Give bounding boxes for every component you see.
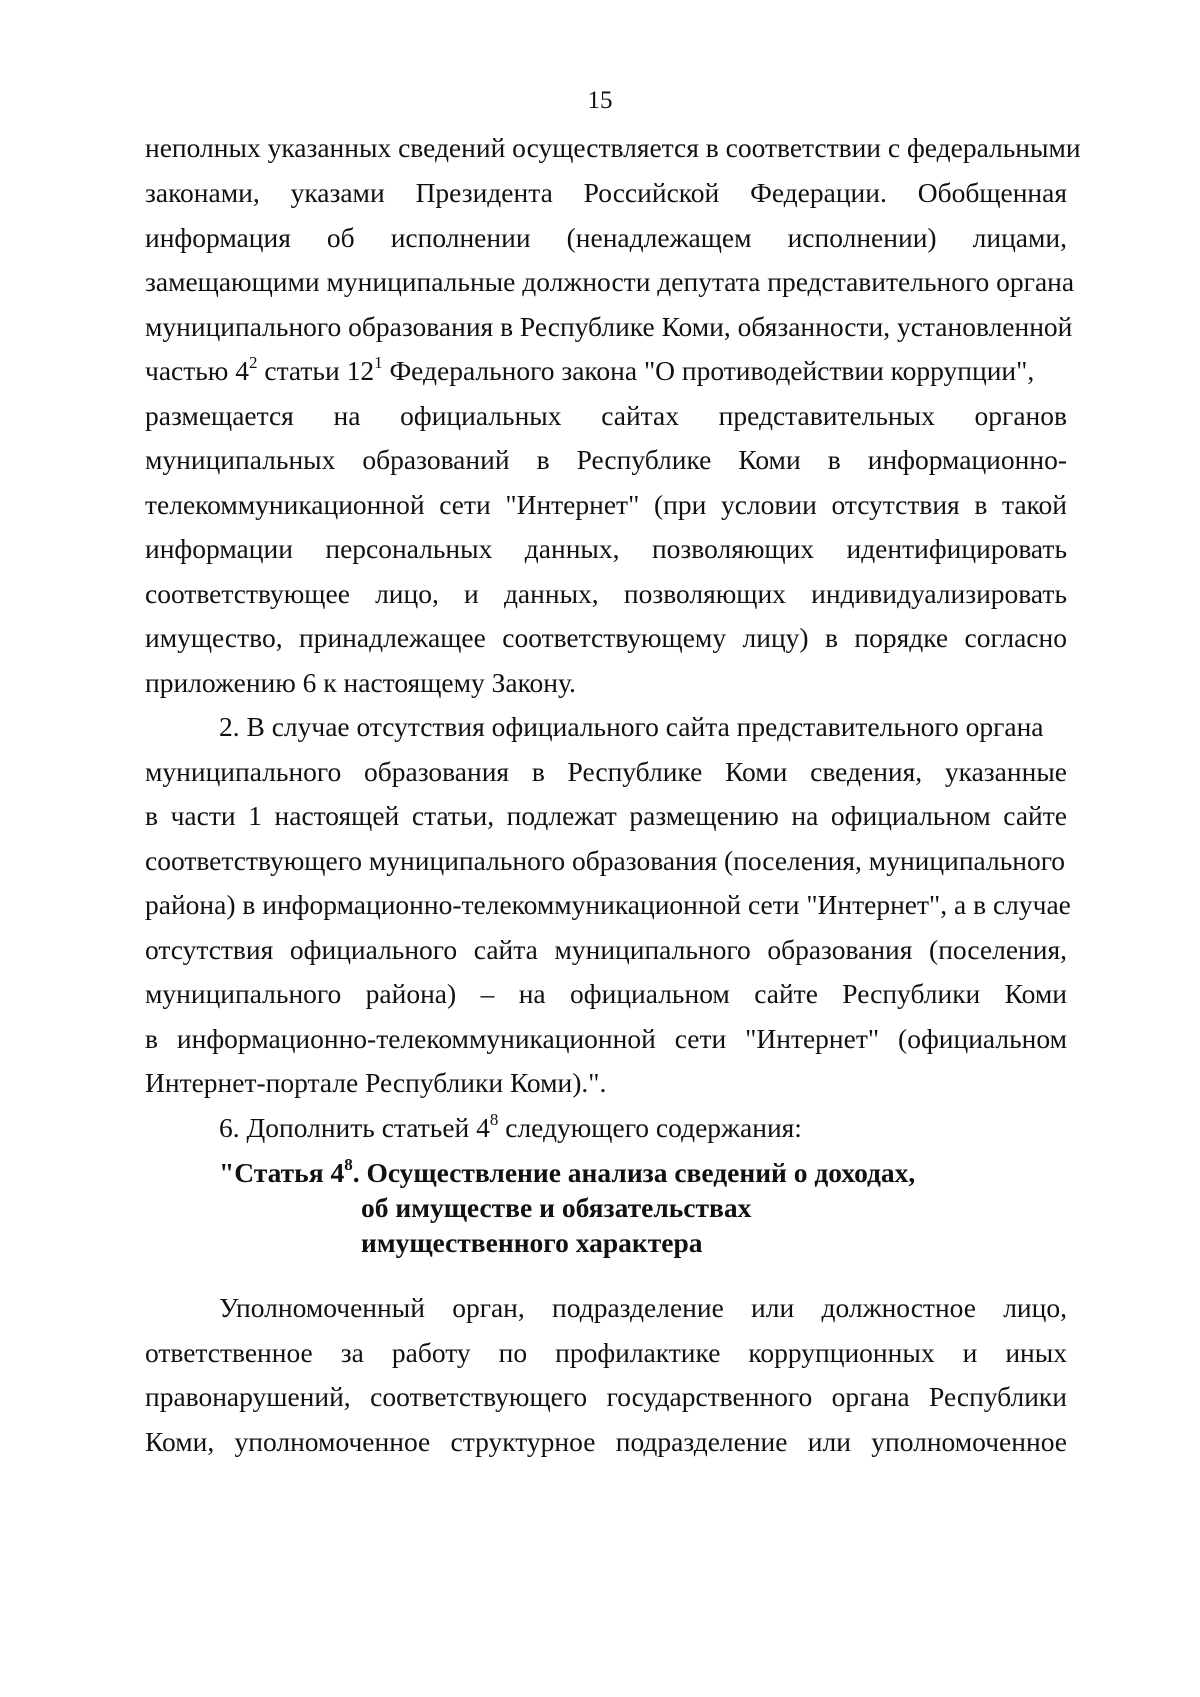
text-fragment: частью 4 <box>145 355 249 386</box>
text-line: информация об исполнении (ненадлежащем исполнении) лицами, <box>145 222 1067 253</box>
superscript: 1 <box>374 352 383 372</box>
article-heading <box>219 1154 916 1189</box>
text-line: имущество, принадлежащее соответствующему лицу) в порядке согласно <box>145 622 1067 653</box>
text-line: телекоммуникационной сети "Интернет" (при условии отсутствия в такой <box>145 489 1067 520</box>
text-line: соответствующее лицо, и данных, позволяющих индивидуализировать <box>145 578 1067 609</box>
article-heading-line: имущественного характера <box>361 1227 703 1258</box>
superscript: 8 <box>344 1154 353 1174</box>
text-line <box>145 352 1067 387</box>
superscript: 8 <box>489 1109 499 1129</box>
text-line: в части 1 настоящей статьи, подлежат размещению на официальном сайте <box>145 800 1067 831</box>
text-line: муниципального образования в Республике Коми сведения, указанные <box>145 756 1067 787</box>
text-line: в информационно-телекоммуникационной сети "Интернет" (официальном <box>145 1023 1067 1054</box>
text-line: района) в информационно-телекоммуникационной сети "Интернет", а в случае <box>145 889 1071 920</box>
text-line: соответствующего муниципального образования (поселения, муниципального <box>145 845 1066 876</box>
text-line <box>219 1109 1067 1144</box>
text-fragment: статьи 12 <box>257 355 375 386</box>
superscript: 2 <box>248 352 258 372</box>
heading-prefix: "Статья 4 <box>219 1157 345 1188</box>
heading-title: . Осуществление анализа сведений о доходах, <box>352 1157 916 1188</box>
article-heading-line: об имуществе и обязательствах <box>361 1192 752 1223</box>
text-fragment: следующего содержания: <box>498 1112 802 1143</box>
text-line: ответственное за работу по профилактике коррупционных и иных <box>145 1337 1067 1368</box>
page-number: 15 <box>587 87 613 114</box>
text-line: замещающими муниципальные должности депутата представительного органа <box>145 266 1075 297</box>
text-line: размещается на официальных сайтах представительных органов <box>145 400 1067 431</box>
text-line: неполных указанных сведений осуществляется в соответствии с федеральными <box>145 132 1081 163</box>
text-line: муниципального района) – на официальном сайте Республики Коми <box>145 978 1067 1009</box>
text-line: 2. В случае отсутствия официального сайта представительного органа <box>219 711 1044 742</box>
text-line: приложению 6 к настоящему Закону. <box>145 667 576 698</box>
text-line: Интернет-портале Республики Коми).". <box>145 1067 607 1098</box>
text-line: правонарушений, соответствующего государственного органа Республики <box>145 1381 1067 1412</box>
text-line: информации персональных данных, позволяющих идентифицировать <box>145 533 1067 564</box>
text-line: Уполномоченный орган, подразделение или должностное лицо, <box>219 1292 1067 1323</box>
text-fragment: 6. Дополнить статьей 4 <box>219 1112 490 1143</box>
text-line: законами, указами Президента Российской Федерации. Обобщенная <box>145 177 1067 208</box>
text-line: Коми, уполномоченное структурное подразделение или уполномоченное <box>145 1426 1067 1457</box>
text-line: муниципального образования в Республике Коми, обязанности, установленной <box>145 311 1073 342</box>
text-line: муниципальных образований в Республике Коми в информационно- <box>145 444 1067 475</box>
text-line: отсутствия официального сайта муниципального образования (поселения, <box>145 934 1067 965</box>
text-fragment: Федерального закона "О противодействии коррупции", <box>382 355 1035 386</box>
